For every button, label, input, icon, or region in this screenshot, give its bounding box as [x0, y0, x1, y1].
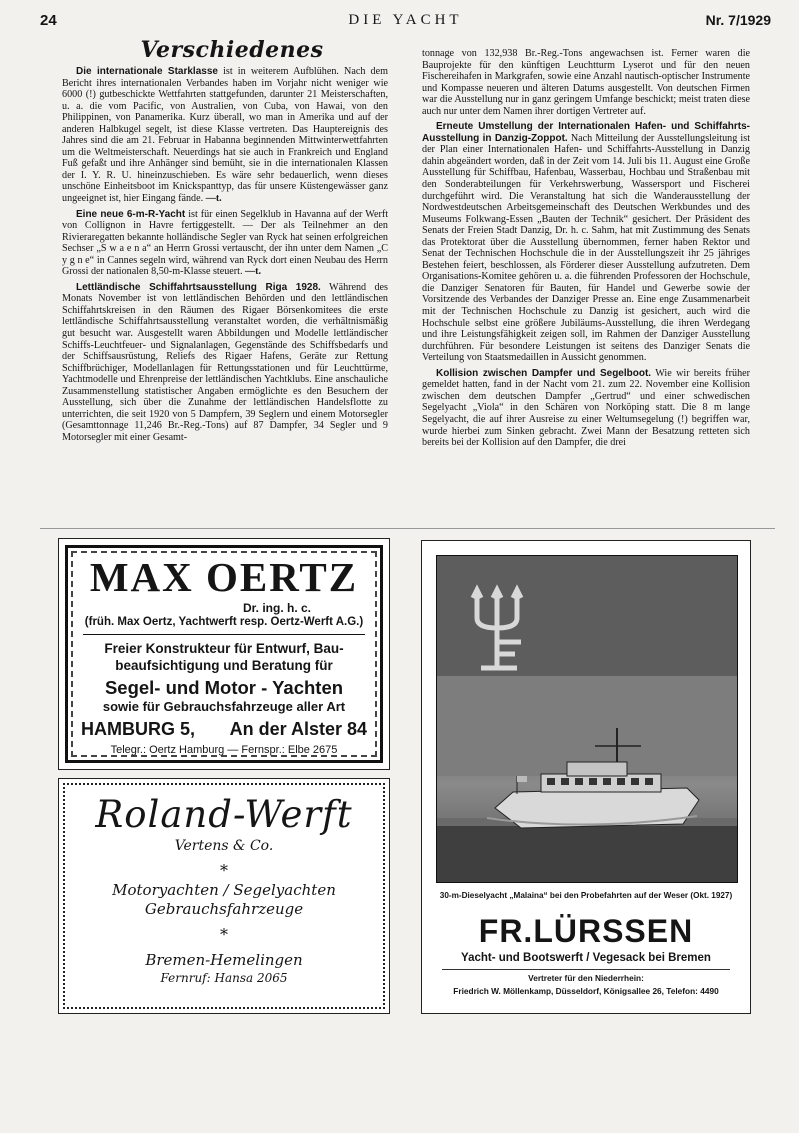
- ad-oertz-separator: [83, 634, 365, 635]
- section-heading: Verschiedenes: [140, 37, 324, 63]
- article-starklasse: Die internationale Starklasse ist in weiterem Aufblühen. Nach dem Bericht ihres internationalen Verbandes haben im Vorjahr nicht weniger wie 6000 (!) gutbeschickte Wettfahrten stattgefunden, darunter 21 Meisterschaften, u. a. die vom Pacific, von Australien, von Cuba, von Hawai, von den Philippinen, von Panamerika. Kurz überall, wo man in Amerika und auf der anderen Halbkugel segelt, ist diese Klasse vertreten. Das Hauptereignis des Jahres sind die am 21. Februar in Habanna beginnenden Mittwinterwettfahrten um die Weltmeisterschaft. Neuerdings hat sie auch in Frankreich und England Fuß gefaßt und ihre Anhänger sind bemüht, sie in die internationalen Klassen der I. Y. R. U. hineinzuschieben. Es wäre sehr bedauerlich, wenn dieses unschöne Einheitsboot im Knickspanttyp, das für unsere Küstengewässer ganz ungeeignet ist, hier Eingang fände. —t.: [62, 66, 388, 205]
- divider-rule: [40, 528, 775, 529]
- article-riga-continuation: tonnage von 132,938 Br.-Reg.-Tons angewachsen ist. Ferner waren die Bauprojekte für den künftigen Leuchtturm Lyserot und für den neuen Fischereihafen in Markgrafen, sowie eine Anzahl nautisch-optischer Instrumente und Kompasse neueren und älteren Datums ausgestellt. Von deutschen Firmen war die Ausstellung nur in ganz geringem Umfange beschickt; meist traten diese auch nur unter dem Namen ihrer dortigen Vertreter auf.: [422, 48, 750, 117]
- article-riga-exhibition: Lettländische Schiffahrtsausstellung Riga 1928. Während des Monats November ist von lettländischen Behörden und den lettländischen Schiffahrtskreisen in den Räumen des Rigaer Börsenkomitees die erste lettländische Schiffahrtsausstellung veranstaltet worden, die verhältnismäßig gut besucht war. Ausgestellt waren Abbildungen und Modelle lettländischer Schiffs-Leuchtfeuer- und Signalanlagen, Gegenstände des Schiffsbedarfs und der Schiffsausrüstung, Reliefs des Rigaer Hafens, Geräte zur Rettung Schiffbrüchiger, Modellanlagen für Rettungsstationen und für Leuchttürme, Yachtmodelle und Ehrenpreise der lettländischen Yachtklubs. Eine anschauliche Zusammenstellung statistischer Angaben ermöglichte es den Besuchern der Ausstellung, sich über die Zunahme der lettländischen Handelsflotte zu unterrichten, die seit 1920 von 5 Dampfern, 39 Seglern und einem Motorsegler (Gesamttonnage 11,246 Br.-Reg.-Tons) auf 87 Dampfer, 34 Segler und 9 Motorsegler mit einer Gesamt-: [62, 281, 388, 443]
- left-column: [62, 38, 388, 444]
- ad-roland-products2: Gebrauchsfahrzeuge: [144, 900, 304, 918]
- ad-oertz-name: MAX OERTZ: [89, 554, 359, 600]
- ad-oertz-former: (früh. Max Oertz, Yachtwerft resp. Oertz-Werft A.G.): [84, 616, 364, 628]
- ad-luerssen-brand: FR.LÜRSSEN: [478, 913, 694, 949]
- right-column: [422, 48, 750, 449]
- ad-oertz-street: An der Alster 84: [229, 719, 367, 739]
- ad-roland-city: Bremen-Hemelingen: [145, 951, 303, 969]
- ad-roland-name: Roland-Werft: [95, 793, 353, 836]
- ad-max-oertz: [58, 538, 390, 770]
- ad-oertz-line2: Segel- und Motor - Yachten: [104, 677, 344, 698]
- article-collision: Kollision zwischen Dampfer und Segelboot. Wie wir bereits früher gemeldet hatten, fand in der Nacht vom 21. zum 22. November eine Kollision zwischen dem deutschen Dampfer „Gertrud“ und einer schwedischen Segelyacht „Viola“ in den Schären von Norköping statt. Die 8 m lange Segelyacht, die auf ihrer Ausreise zu einer Weltumsegelung (!) begriffen war, wurde hierbei zum Sinken gebracht. Zwei Mann der Besatzung retteten sich bereits bei der Kollision auf den Dampfer, die drei: [422, 367, 750, 449]
- ad-luerssen-rep-address: Friedrich W. Möllenkamp, Düsseldorf, Königsallee 26, Telefon: 4490: [453, 986, 719, 996]
- page-header: [40, 10, 771, 32]
- ad-roland-owner: Vertens & Co.: [174, 838, 274, 854]
- ad-luerssen-separator: [442, 969, 730, 970]
- issue-number: Nr. 7/1929: [705, 12, 771, 28]
- ad-oertz-contact: Telegr.: Oertz Hamburg — Fernspr.: Elbe 2675: [110, 744, 338, 756]
- ad-luerssen: [421, 540, 751, 1014]
- ad-luerssen-subtitle: Yacht- und Bootswerft / Vegesack bei Bremen: [461, 952, 711, 964]
- ad-roland-star: *: [220, 861, 228, 880]
- page-number: 24: [40, 12, 57, 29]
- ad-oertz-line3: sowie für Gebrauchsfahrzeuge aller Art: [102, 699, 346, 714]
- yacht-illustration: [437, 556, 738, 883]
- ad-luerssen-rep-label: Vertreter für den Niederrhein:: [528, 973, 644, 983]
- ad-roland-werft: [58, 778, 390, 1014]
- ad-roland-star2: *: [220, 925, 228, 944]
- ad-oertz-city: HAMBURG 5,: [81, 719, 196, 739]
- ad-roland-products: Motoryachten / Segelyachten: [112, 881, 336, 899]
- ad-roland-phone: Fernruf: Hansa 2065: [160, 971, 288, 985]
- ad-oertz-line1b: beaufsichtigung und Beratung für: [115, 658, 333, 673]
- photo-caption: 30-m-Dieselyacht „Malaina“ bei den Probefahrten auf der Weser (Okt. 1927): [439, 891, 733, 900]
- ad-oertz-degree: Dr. ing. h. c.: [242, 601, 311, 615]
- ad-oertz-address: [77, 718, 371, 741]
- article-danzig-exhibition: Erneute Umstellung der Internationalen Hafen- und Schiffahrts-Ausstellung in Danzig-Zoppot. Nach Mitteilung der Ausstellungsleitung ist der Plan einer Internationalen Hafen- und Schiffahrts-Ausstellung in Danzig dahin abgeändert worden, daß in der Zeit vom 14. Juli bis 11. August eine Große Ausstellung für Schiffbau, Hafenbau, Wasserbau, Hochbau und Straßenbau mit den Sonderabteilungen für Verkehrswerbung, Wassersport und Fischerei durchgeführt wird. Die Veranstaltung hat sich die Wanderausstellung der Nordwestdeutschen Arbeitsgemeinschaft des Deutschen Werkbundes und des Museums Folkwang-Essen „Bauten der Technik“ gesichert. Der Präsident des Senats der Freien Stadt Danzig, Dr. h. c. Sahm, hat mit Zustimmung des Senats das Protektorat über die Ausstellung übernommen, ferner haben Rektor und Senat der Technischen Hochschule die in der Ausstellungszeit ihr 25 jähriges Bestehen feiert, beschlossen, als Förderer dieser Ausstellung aufzutreten. Dem Organisations-Komitee gehören u. a. die führenden Professoren der Hochschule, die Danziger Senatoren für Bauten, für Handel und Gewerbe sowie der Vorsitzende des Verbandes der Danziger Presse an. Eine enge Zusammenarbeit mit der Technischen Hochschule zu Danzig ist gesichert, auch wird die Hochschule selbst eine größere Jubiläums-Ausstellung, die ihren Werdegang und ihre Leistungsfähigkeit zeigen soll, im Rahmen der Danziger Ausstellung durchführen. Für besondere Leistungen ist seitens des Danziger Senats die Verteilung von Staatsmedaillen in Aussicht genommen.: [422, 121, 751, 364]
- article-6m-yacht: Eine neue 6-m-R-Yacht ist für einen Segelklub in Havanna auf der Werft von Collignon in Havre fertiggestellt. — Der als Teilnehmer an den Rivieraregatten bekannte holländische Segler van Ryck hat seinen erfolgreichen Sechser „S w a e n a“ an Herrn Grossi vertauscht, der ihn unter dem Namen „C y g n e“ in Cannes segeln wird, während van Ryck dort einen Neubau des Herrn Grossi der nationalen 8,50-m-Klasse steuert. —t.: [62, 208, 389, 278]
- ad-oertz-line1: Freier Konstrukteur für Entwurf, Bau-: [104, 641, 344, 656]
- magazine-title: DIE YACHT: [348, 12, 463, 28]
- yacht-photo: [436, 555, 738, 883]
